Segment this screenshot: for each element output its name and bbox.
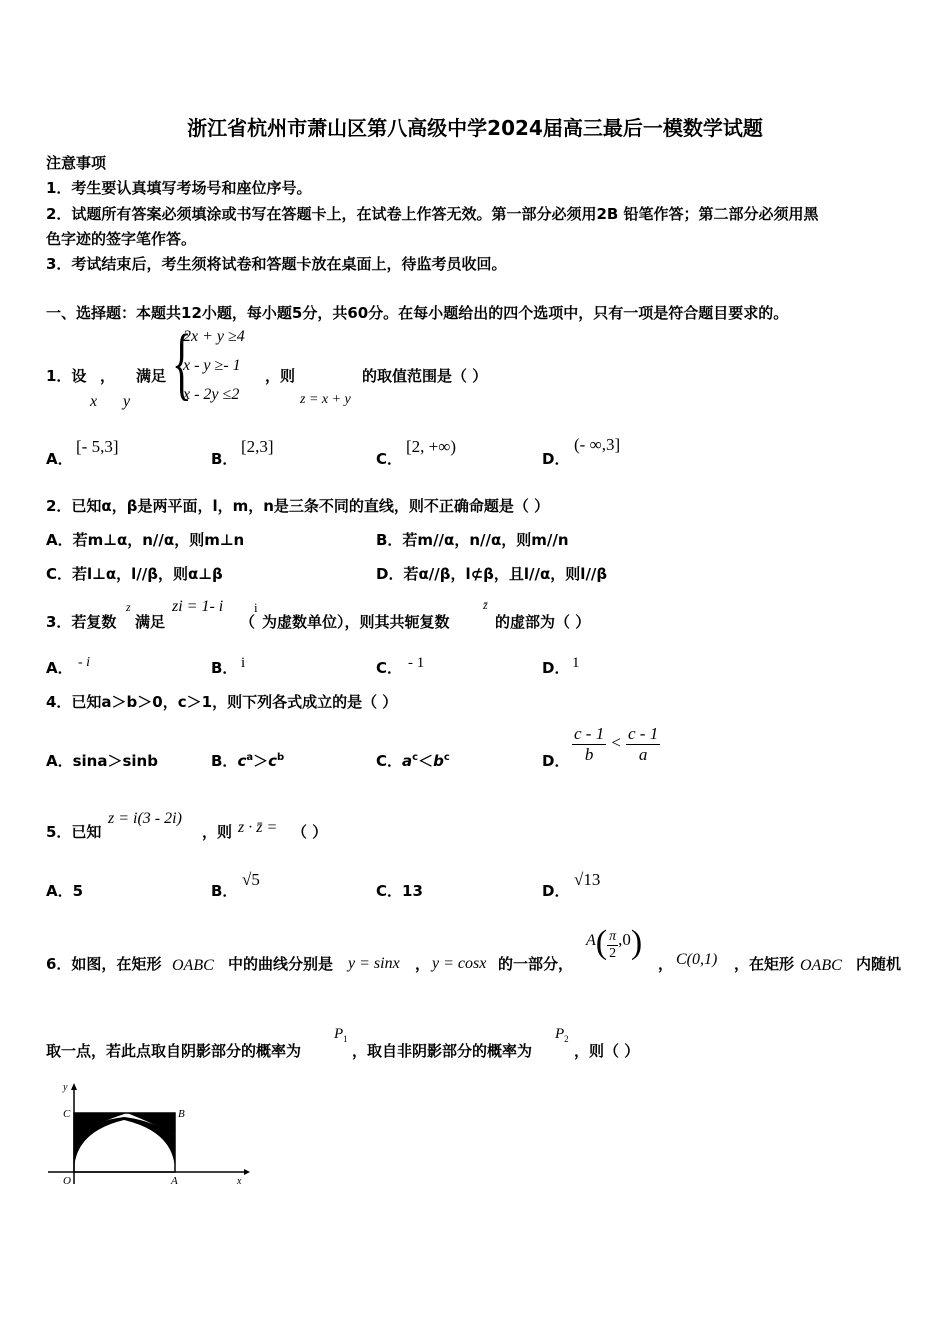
q4-stem: 4．已知a＞b＞0，c＞1，则下列各式成立的是（ ） xyxy=(46,693,398,711)
q2-stem: 2．已知α，β是两平面，l，m，n是三条不同的直线，则不正确命题是（ ） xyxy=(46,497,550,515)
q1-constraint-2: x - y ≥- 1 xyxy=(183,357,241,374)
q3-text-2: 满足 xyxy=(135,613,166,631)
q6-rect-name: OABC xyxy=(172,957,214,974)
q5-option-b-value: √5 xyxy=(242,870,260,889)
q4-c-base2: b xyxy=(433,752,444,770)
q6-zero: ,0 xyxy=(618,930,631,949)
label-c: C xyxy=(63,1108,71,1120)
q3-text-1: 3．若复数 xyxy=(46,613,117,631)
q4-d-denominator-1: b xyxy=(584,745,594,764)
q6-line2-text-1: 取一点，若此点取自阴影部分的概率为 xyxy=(46,1042,302,1060)
notice-item-2: 2．试题所有答案必须填涂或书写在答题卡上，在试卷上作答无效。第一部分必须用2B 铅笔作答；第二部分必须用黑 xyxy=(46,205,819,223)
q6-point-c: C(0,1) xyxy=(676,951,718,968)
q1-text-5: 的取值范围是（ ） xyxy=(362,367,488,385)
q4-c-base1: a xyxy=(402,752,413,770)
q6-point-a-label: A xyxy=(586,932,596,949)
q1-option-c-label: C． xyxy=(376,450,403,468)
q1-option-b-label: B． xyxy=(211,450,238,468)
q6-text-6: ，在矩形 xyxy=(734,955,795,973)
q3-option-a-value: - i xyxy=(78,655,91,670)
q5-equation: z = i(3 - 2i) xyxy=(108,810,182,827)
q6-text-1: 6．如图，在矩形 xyxy=(46,955,162,973)
q6-p2-sub: 2 xyxy=(564,1034,569,1044)
q1-text-4: ，则 xyxy=(265,367,296,385)
q4-c-lt: ＜ xyxy=(418,752,434,770)
q4-d-numerator-2: c - 1 xyxy=(628,724,659,743)
notice-heading: 注意事项 xyxy=(46,154,107,172)
q4-d-lt: < xyxy=(611,733,621,752)
q5-text-1: 5．已知 xyxy=(46,823,102,841)
q3-var-i: i xyxy=(254,600,258,615)
q1-text-1: 1．设 xyxy=(46,367,87,385)
q4-option-b-label: B． xyxy=(211,752,238,770)
q5-option-b-label: B． xyxy=(211,882,238,900)
q4-option-a: A．sina＞sinb xyxy=(46,752,158,770)
q1-option-a-value: [- 5,3] xyxy=(76,437,119,456)
q4-option-c-label: C． xyxy=(376,752,403,770)
q1-constraint-3: x - 2y ≤2 xyxy=(183,386,240,403)
q2-option-d: D．若α//β，l⊄β，且l//α，则l//β xyxy=(376,565,608,583)
q6-p2: P xyxy=(555,1026,565,1042)
q1-option-b-value: [2,3] xyxy=(241,437,274,456)
q1-var-y: y xyxy=(123,393,131,410)
q4-option-d-expression xyxy=(572,724,660,765)
notice-item-3: 3．考试结束后，考生须将试卷和答题卡放在桌面上，待监考员收回。 xyxy=(46,255,507,273)
x-axis-arrow-icon xyxy=(244,1169,250,1175)
q3-option-d-value: 1 xyxy=(572,655,580,671)
q2-option-a: A．若m⊥α，n//α，则m⊥n xyxy=(46,531,245,549)
q3-option-b-label: B． xyxy=(211,659,238,677)
q6-p1-sub: 1 xyxy=(343,1034,348,1044)
label-b: B xyxy=(178,1108,185,1120)
q4-d-denominator-2: a xyxy=(638,745,648,764)
notice-item-2-cont: 色字迹的签字笔作答。 xyxy=(46,230,197,248)
q4-c-exp2: c xyxy=(443,752,450,763)
q4-b-exp1: a xyxy=(246,752,254,763)
q1-var-x: x xyxy=(90,393,98,410)
q4-option-d-label: D． xyxy=(542,752,570,770)
q3-var-zbar: z̄ xyxy=(483,598,488,612)
q4-c-exp1: c xyxy=(412,752,419,763)
q6-func-cos: y = cosx xyxy=(432,955,487,972)
y-axis-arrow-icon xyxy=(71,1083,77,1090)
q6-text-5: ， xyxy=(658,955,674,973)
q1-objective: z = x + y xyxy=(300,392,351,407)
q1-text-2: ， xyxy=(100,367,116,385)
q6-two: 2 xyxy=(609,946,617,961)
q6-figure xyxy=(44,1080,254,1190)
section-heading: 一、选择题：本题共12小题，每小题5分，共60分。在每小题给出的四个选项中，只有一项是符合题目要求的。 xyxy=(46,304,789,322)
q4-b-base1: c xyxy=(237,752,247,770)
label-x: x xyxy=(237,1176,242,1187)
q3-option-b-value: i xyxy=(241,655,246,671)
label-o: O xyxy=(63,1175,71,1187)
page-title: 浙江省杭州市萧山区第八高级中学2024届高三最后一模数学试题 xyxy=(187,116,763,140)
q3-var-z: z xyxy=(126,600,131,614)
q3-equation: zi = 1- i xyxy=(172,598,224,615)
q5-option-d-value: √13 xyxy=(574,870,601,889)
q1-constraint-1: 2x + y ≥4 xyxy=(183,328,245,345)
q3-option-c-label: C． xyxy=(376,659,403,677)
q3-text-4: 为虚数单位），则其共轭复数 xyxy=(262,613,450,631)
q6-line2-text-2: ，取自非阴影部分的概率为 xyxy=(352,1042,533,1060)
q4-b-exp2: b xyxy=(277,752,285,763)
q6-p1: P xyxy=(334,1026,344,1042)
q6-pi: π xyxy=(609,929,617,944)
label-y: y xyxy=(63,1082,68,1093)
q6-line2-text-3: ，则（ ） xyxy=(574,1042,640,1060)
q3-text-5: 的虚部为（ ） xyxy=(495,613,591,631)
q5-equation-2: z · z̄ = xyxy=(238,819,278,836)
q5-option-d-label: D． xyxy=(542,882,570,900)
q6-text-4: 的一部分， xyxy=(498,955,574,973)
q6-point-a: A( $\frac{\pi}{2}$ ,0) xyxy=(586,924,643,961)
q5-text-3: （ ） xyxy=(292,823,328,841)
q5-option-a: A．5 xyxy=(46,882,84,900)
q3-option-c-value: - 1 xyxy=(408,655,425,671)
q1-text-3: 满足 xyxy=(136,367,167,385)
q3-option-a-label: A． xyxy=(46,659,73,677)
label-a: A xyxy=(171,1175,178,1187)
q1-brace: { xyxy=(172,317,192,408)
q1-option-c-value: [2, +∞) xyxy=(406,437,457,456)
q1-option-d-label: D． xyxy=(542,450,570,468)
q6-func-sin: y = sinx xyxy=(348,955,400,972)
q5-text-2: ，则 xyxy=(202,823,233,841)
q4-b-gt: ＞ xyxy=(253,752,269,770)
q6-rect-name-2: OABC xyxy=(800,957,842,974)
q2-option-c: C．若l⊥α，l//β，则α⊥β xyxy=(46,565,223,583)
q5-option-c: C．13 xyxy=(376,882,423,900)
q1-option-d-value: (- ∞,3] xyxy=(574,435,621,454)
q1-option-a-label: A． xyxy=(46,450,73,468)
notice-item-1: 1．考生要认真填写考场号和座位序号。 xyxy=(46,179,312,197)
q3-option-d-label: D． xyxy=(542,659,570,677)
q3-text-3: （ xyxy=(240,613,256,631)
q2-option-b: B．若m//α，n//α，则m//n xyxy=(376,531,569,549)
q4-b-base2: c xyxy=(268,752,278,770)
q6-text-7: 内随机 xyxy=(856,955,902,973)
q6-text-3: ， xyxy=(415,955,431,973)
q6-text-2: 中的曲线分别是 xyxy=(228,955,334,973)
q4-d-numerator-1: c - 1 xyxy=(574,724,605,743)
